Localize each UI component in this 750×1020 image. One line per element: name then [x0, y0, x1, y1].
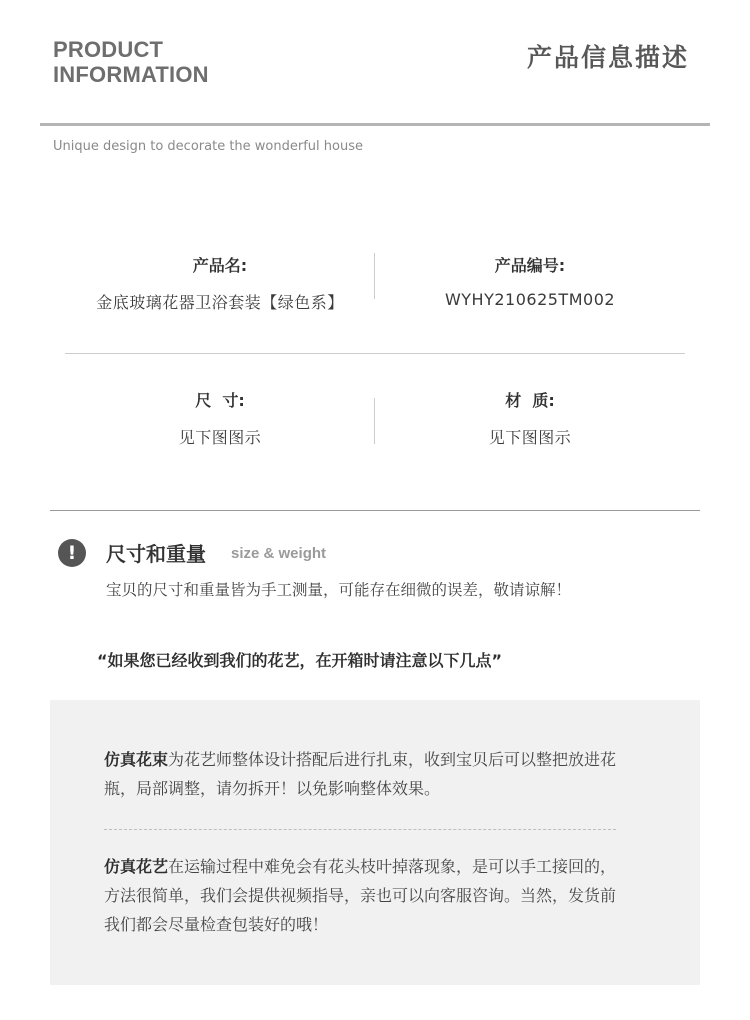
material-label: 材 质:	[505, 391, 555, 410]
notice-box	[50, 700, 700, 985]
material-cell	[375, 388, 685, 448]
tagline: Unique design to decorate the wonderful house	[53, 139, 363, 154]
info-row-name-code	[65, 245, 685, 353]
product-code-cell	[375, 253, 685, 309]
info-row-size-material	[65, 353, 685, 481]
size-cell	[65, 388, 375, 448]
notice-item	[104, 852, 624, 939]
material-value: 见下图图示	[488, 428, 572, 447]
product-code-value: WYHY210625TM002	[444, 290, 616, 309]
size-weight-description: 宝贝的尺寸和重量皆为手工测量，可能存在细微的误差，敬请谅解！	[106, 581, 572, 599]
size-weight-title: 尺寸和重量	[106, 542, 206, 566]
size-label: 尺 寸:	[195, 391, 245, 410]
header-title-en-line1: PRODUCT	[53, 37, 164, 62]
notice-item-heading: 仿真花束	[104, 750, 169, 769]
product-name-cell	[65, 253, 375, 313]
notice-item-text: 为花艺师整体设计搭配后进行扎束，收到宝贝后可以整把放进花瓶，局部调整，请勿拆开！以免影响整体效果。	[104, 750, 617, 798]
exclamation-circle-icon: !	[58, 539, 86, 567]
header-title-cn: 产品信息描述	[526, 43, 689, 72]
size-weight-title-en: size & weight	[231, 545, 327, 562]
size-value: 见下图图示	[178, 428, 262, 447]
notice-dashed-divider	[104, 829, 616, 830]
section-divider	[50, 510, 700, 511]
notice-item	[104, 745, 624, 803]
product-name-label: 产品名:	[192, 256, 248, 275]
notice-item-text: 在运输过程中难免会有花头枝叶掉落现象，是可以手工接回的，方法很简单，我们会提供视频指导，亲也可以向客服咨询。当然，发货前我们都会尽量检查包装好的哦！	[104, 857, 617, 934]
header-title-en-line2: INFORMATION	[53, 62, 209, 87]
header-title-en	[53, 37, 313, 87]
product-name-value: 金底玻璃花器卫浴套装【绿色系】	[96, 293, 344, 312]
product-info-grid	[65, 245, 685, 481]
notice-item-heading: 仿真花艺	[104, 857, 169, 876]
product-code-label: 产品编号:	[494, 256, 566, 275]
notice-quote: “如果您已经收到我们的花艺，在开箱时请注意以下几点”	[97, 651, 503, 670]
header-divider	[40, 123, 710, 126]
